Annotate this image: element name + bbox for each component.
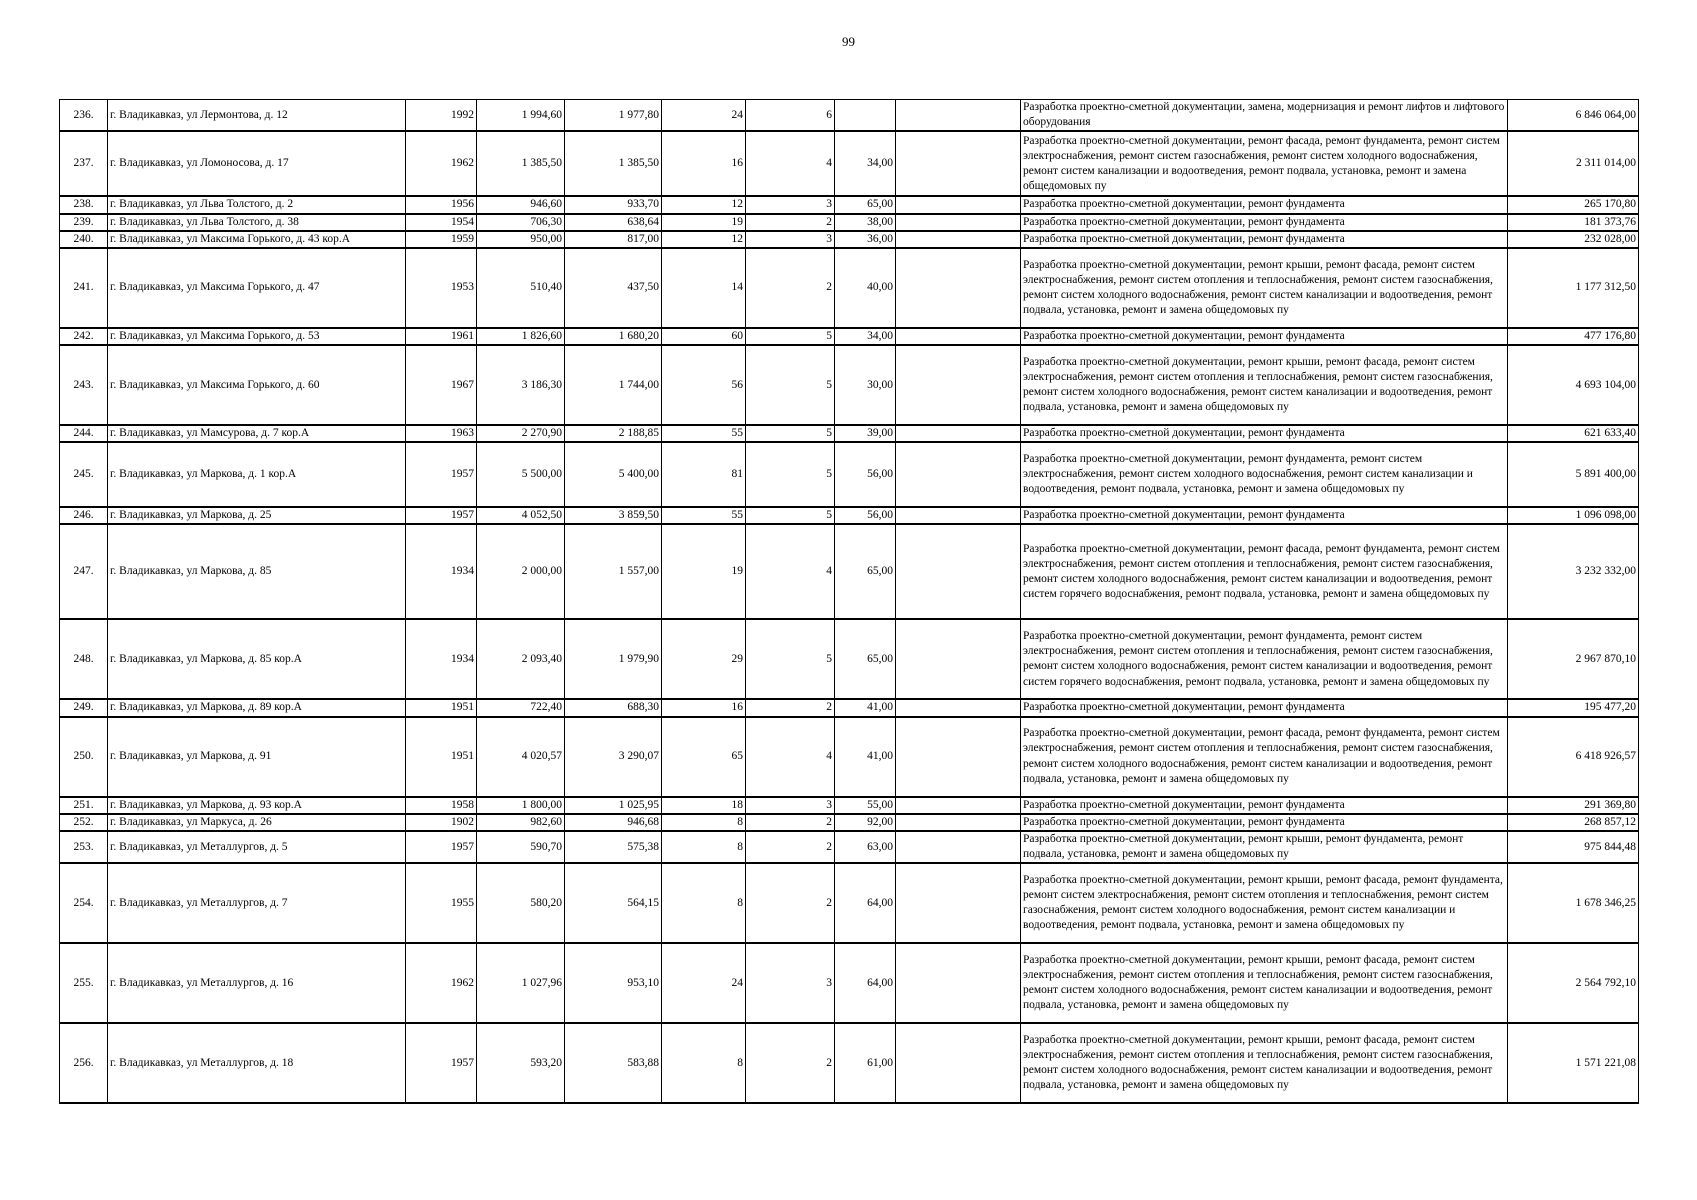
works-cell: Разработка проектно-сметной документации, ремонт фундамента (1021, 425, 1508, 442)
wear-percent-cell: 40,00 (835, 248, 896, 328)
residents-cell: 8 (662, 1023, 746, 1103)
table-row (60, 328, 1639, 345)
living-area-cell: 564,15 (565, 863, 662, 943)
table-row (60, 425, 1639, 442)
residents-cell: 14 (662, 248, 746, 328)
total-area-cell: 510,40 (477, 248, 565, 328)
living-area-cell: 688,30 (565, 699, 662, 716)
works-cell: Разработка проектно-сметной документации, ремонт фундамента (1021, 196, 1508, 213)
cost-cell: 232 028,00 (1508, 231, 1639, 248)
works-cell: Разработка проектно-сметной документации, ремонт крыши, ремонт фасада, ремонт систем электроснабжения, ремонт систем отопления и теплоснабжения, ремонт систем газоснабжения, ремонт систем холодного водоснабжения, ремонт систем канализации и водоотведения, ремонт подвала, установка, ремонт и замена общедомовых пу (1021, 1023, 1508, 1103)
wear-percent-cell: 65,00 (835, 524, 896, 619)
total-area-cell: 1 027,96 (477, 943, 565, 1023)
cost-cell: 1 096 098,00 (1508, 507, 1639, 524)
floors-cell: 5 (746, 619, 835, 699)
floors-cell: 3 (746, 943, 835, 1023)
total-area-cell: 2 270,90 (477, 425, 565, 442)
address-cell: г. Владикавказ, ул Маркова, д. 91 (108, 717, 406, 797)
works-cell: Разработка проектно-сметной документации, ремонт фасада, ремонт фундамента, ремонт систем электроснабжения, ремонт систем отопления и теплоснабжения, ремонт систем газоснабжения, ремонт систем холодного водоснабжения, ремонт систем канализации и водоотведения, ремонт систем горячего водоснабжения, ремонт подвала, установка, ремонт и замена общедомовых пу (1021, 524, 1508, 619)
year-built-cell: 1961 (406, 328, 477, 345)
row-number: 241. (60, 248, 108, 328)
floors-cell: 3 (746, 797, 835, 814)
blank-cell (896, 814, 1021, 831)
residents-cell: 60 (662, 328, 746, 345)
residents-cell: 12 (662, 196, 746, 213)
table-row (60, 831, 1639, 863)
residents-cell: 19 (662, 524, 746, 619)
address-cell: г. Владикавказ, ул Маркова, д. 89 кор.А (108, 699, 406, 716)
cost-cell: 1 177 312,50 (1508, 248, 1639, 328)
floors-cell: 2 (746, 248, 835, 328)
residents-cell: 8 (662, 814, 746, 831)
blank-cell (896, 345, 1021, 425)
year-built-cell: 1962 (406, 943, 477, 1023)
year-built-cell: 1957 (406, 507, 477, 524)
living-area-cell: 575,38 (565, 831, 662, 863)
wear-percent-cell (835, 100, 896, 132)
table-row (60, 345, 1639, 425)
works-cell: Разработка проектно-сметной документации, ремонт фундамента (1021, 328, 1508, 345)
residents-cell: 56 (662, 345, 746, 425)
total-area-cell: 1 385,50 (477, 131, 565, 196)
address-cell: г. Владикавказ, ул Максима Горького, д. 47 (108, 248, 406, 328)
cost-cell: 1 571 221,08 (1508, 1023, 1639, 1103)
wear-percent-cell: 61,00 (835, 1023, 896, 1103)
row-number: 246. (60, 507, 108, 524)
blank-cell (896, 1023, 1021, 1103)
wear-percent-cell: 56,00 (835, 507, 896, 524)
blank-cell (896, 507, 1021, 524)
page-number: 99 (842, 34, 855, 49)
wear-percent-cell: 34,00 (835, 328, 896, 345)
living-area-cell: 1 744,00 (565, 345, 662, 425)
blank-cell (896, 524, 1021, 619)
table-row (60, 507, 1639, 524)
residents-cell: 29 (662, 619, 746, 699)
living-area-cell: 583,88 (565, 1023, 662, 1103)
residents-cell: 24 (662, 943, 746, 1023)
blank-cell (896, 717, 1021, 797)
blank-cell (896, 797, 1021, 814)
living-area-cell: 437,50 (565, 248, 662, 328)
floors-cell: 5 (746, 328, 835, 345)
works-cell: Разработка проектно-сметной документации, ремонт крыши, ремонт фасада, ремонт фундамента, ремонт систем электроснабжения, ремонт систем отопления и теплоснабжения, ремонт систем газоснабжения, ремонт систем холодного водоснабжения, ремонт систем канализации и водоотведения, ремонт подвала, установка, ремонт и замена общедомовых пу (1021, 863, 1508, 943)
works-cell: Разработка проектно-сметной документации, ремонт фасада, ремонт фундамента, ремонт систем электроснабжения, ремонт систем газоснабжения, ремонт систем холодного водоснабжения, ремонт систем канализации и водоотведения, ремонт подвала, установка, ремонт и замена общедомовых пу (1021, 131, 1508, 196)
living-area-cell: 933,70 (565, 196, 662, 213)
residents-cell: 16 (662, 699, 746, 716)
address-cell: г. Владикавказ, ул Максима Горького, д. 53 (108, 328, 406, 345)
residents-cell: 18 (662, 797, 746, 814)
works-cell: Разработка проектно-сметной документации, ремонт крыши, ремонт фасада, ремонт систем электроснабжения, ремонт систем отопления и теплоснабжения, ремонт систем газоснабжения, ремонт систем холодного водоснабжения, ремонт систем канализации и водоотведения, ремонт подвала, установка, ремонт и замена общедомовых пу (1021, 943, 1508, 1023)
floors-cell: 6 (746, 100, 835, 132)
table-row (60, 797, 1639, 814)
blank-cell (896, 863, 1021, 943)
residents-cell: 24 (662, 100, 746, 132)
year-built-cell: 1963 (406, 425, 477, 442)
year-built-cell: 1902 (406, 814, 477, 831)
wear-percent-cell: 36,00 (835, 231, 896, 248)
housing-repair-table (59, 99, 1639, 1104)
blank-cell (896, 619, 1021, 699)
total-area-cell: 593,20 (477, 1023, 565, 1103)
year-built-cell: 1954 (406, 214, 477, 231)
cost-cell: 195 477,20 (1508, 699, 1639, 716)
wear-percent-cell: 41,00 (835, 699, 896, 716)
floors-cell: 2 (746, 831, 835, 863)
year-built-cell: 1953 (406, 248, 477, 328)
works-cell: Разработка проектно-сметной документации, ремонт крыши, ремонт фундамента, ремонт подвала, установка, ремонт и замена общедомовых пу (1021, 831, 1508, 863)
row-number: 253. (60, 831, 108, 863)
table-row (60, 248, 1639, 328)
residents-cell: 55 (662, 425, 746, 442)
wear-percent-cell: 63,00 (835, 831, 896, 863)
row-number: 248. (60, 619, 108, 699)
row-number: 245. (60, 442, 108, 507)
blank-cell (896, 831, 1021, 863)
wear-percent-cell: 64,00 (835, 863, 896, 943)
residents-cell: 16 (662, 131, 746, 196)
floors-cell: 2 (746, 1023, 835, 1103)
address-cell: г. Владикавказ, ул Льва Толстого, д. 2 (108, 196, 406, 213)
row-number: 243. (60, 345, 108, 425)
works-cell: Разработка проектно-сметной документации, ремонт фундамента (1021, 231, 1508, 248)
wear-percent-cell: 64,00 (835, 943, 896, 1023)
living-area-cell: 946,68 (565, 814, 662, 831)
address-cell: г. Владикавказ, ул Льва Толстого, д. 38 (108, 214, 406, 231)
total-area-cell: 5 500,00 (477, 442, 565, 507)
year-built-cell: 1934 (406, 524, 477, 619)
works-cell: Разработка проектно-сметной документации, ремонт фундамента, ремонт систем электроснабжения, ремонт систем отопления и теплоснабжения, ремонт систем газоснабжения, ремонт систем холодного водоснабжения, ремонт систем канализации и водоотведения, ремонт систем горячего водоснабжения, ремонт подвала, установка, ремонт и замена общедомовых пу (1021, 619, 1508, 699)
works-cell: Разработка проектно-сметной документации, ремонт крыши, ремонт фасада, ремонт систем электроснабжения, ремонт систем отопления и теплоснабжения, ремонт систем газоснабжения, ремонт систем холодного водоснабжения, ремонт систем канализации и водоотведения, ремонт подвала, установка, ремонт и замена общедомовых пу (1021, 248, 1508, 328)
table-row (60, 943, 1639, 1023)
blank-cell (896, 699, 1021, 716)
blank-cell (896, 231, 1021, 248)
floors-cell: 4 (746, 131, 835, 196)
table-row (60, 814, 1639, 831)
total-area-cell: 590,70 (477, 831, 565, 863)
total-area-cell: 4 052,50 (477, 507, 565, 524)
cost-cell: 3 232 332,00 (1508, 524, 1639, 619)
row-number: 247. (60, 524, 108, 619)
year-built-cell: 1957 (406, 831, 477, 863)
table-row (60, 1023, 1639, 1103)
cost-cell: 6 418 926,57 (1508, 717, 1639, 797)
total-area-cell: 2 093,40 (477, 619, 565, 699)
year-built-cell: 1967 (406, 345, 477, 425)
row-number: 252. (60, 814, 108, 831)
cost-cell: 265 170,80 (1508, 196, 1639, 213)
total-area-cell: 2 000,00 (477, 524, 565, 619)
year-built-cell: 1957 (406, 1023, 477, 1103)
cost-cell: 1 678 346,25 (1508, 863, 1639, 943)
blank-cell (896, 100, 1021, 132)
works-cell: Разработка проектно-сметной документации, замена, модернизация и ремонт лифтов и лифтового оборудования (1021, 100, 1508, 132)
works-cell: Разработка проектно-сметной документации, ремонт фундамента (1021, 214, 1508, 231)
residents-cell: 19 (662, 214, 746, 231)
table-row (60, 100, 1639, 132)
cost-cell: 4 693 104,00 (1508, 345, 1639, 425)
address-cell: г. Владикавказ, ул Маркова, д. 85 (108, 524, 406, 619)
blank-cell (896, 196, 1021, 213)
total-area-cell: 1 826,60 (477, 328, 565, 345)
blank-cell (896, 214, 1021, 231)
table-row (60, 717, 1639, 797)
floors-cell: 2 (746, 214, 835, 231)
row-number: 237. (60, 131, 108, 196)
cost-cell: 477 176,80 (1508, 328, 1639, 345)
wear-percent-cell: 55,00 (835, 797, 896, 814)
table-row (60, 131, 1639, 196)
year-built-cell: 1951 (406, 699, 477, 716)
floors-cell: 4 (746, 524, 835, 619)
blank-cell (896, 131, 1021, 196)
floors-cell: 3 (746, 196, 835, 213)
blank-cell (896, 442, 1021, 507)
row-number: 250. (60, 717, 108, 797)
total-area-cell: 1 994,60 (477, 100, 565, 132)
wear-percent-cell: 41,00 (835, 717, 896, 797)
works-cell: Разработка проектно-сметной документации, ремонт фундамента (1021, 507, 1508, 524)
blank-cell (896, 248, 1021, 328)
row-number: 254. (60, 863, 108, 943)
cost-cell: 291 369,80 (1508, 797, 1639, 814)
living-area-cell: 638,64 (565, 214, 662, 231)
table-row (60, 699, 1639, 716)
row-number: 242. (60, 328, 108, 345)
year-built-cell: 1959 (406, 231, 477, 248)
total-area-cell: 580,20 (477, 863, 565, 943)
wear-percent-cell: 65,00 (835, 196, 896, 213)
cost-cell: 2 967 870,10 (1508, 619, 1639, 699)
address-cell: г. Владикавказ, ул Металлургов, д. 16 (108, 943, 406, 1023)
floors-cell: 5 (746, 442, 835, 507)
row-number: 255. (60, 943, 108, 1023)
works-cell: Разработка проектно-сметной документации, ремонт фундамента, ремонт систем электроснабжения, ремонт систем холодного водоснабжения, ремонт систем канализации и водоотведения, ремонт подвала, установка, ремонт и замена общедомовых пу (1021, 442, 1508, 507)
wear-percent-cell: 38,00 (835, 214, 896, 231)
living-area-cell: 3 290,07 (565, 717, 662, 797)
total-area-cell: 950,00 (477, 231, 565, 248)
blank-cell (896, 425, 1021, 442)
floors-cell: 5 (746, 425, 835, 442)
table-row (60, 524, 1639, 619)
floors-cell: 2 (746, 814, 835, 831)
total-area-cell: 4 020,57 (477, 717, 565, 797)
year-built-cell: 1992 (406, 100, 477, 132)
address-cell: г. Владикавказ, ул Маркова, д. 25 (108, 507, 406, 524)
cost-cell: 621 633,40 (1508, 425, 1639, 442)
address-cell: г. Владикавказ, ул Маркова, д. 93 кор.А (108, 797, 406, 814)
residents-cell: 65 (662, 717, 746, 797)
table-row (60, 214, 1639, 231)
year-built-cell: 1951 (406, 717, 477, 797)
floors-cell: 4 (746, 717, 835, 797)
floors-cell: 2 (746, 699, 835, 716)
year-built-cell: 1962 (406, 131, 477, 196)
wear-percent-cell: 92,00 (835, 814, 896, 831)
row-number: 239. (60, 214, 108, 231)
row-number: 244. (60, 425, 108, 442)
year-built-cell: 1956 (406, 196, 477, 213)
blank-cell (896, 943, 1021, 1023)
table-row (60, 619, 1639, 699)
row-number: 249. (60, 699, 108, 716)
wear-percent-cell: 39,00 (835, 425, 896, 442)
year-built-cell: 1955 (406, 863, 477, 943)
living-area-cell: 1 557,00 (565, 524, 662, 619)
year-built-cell: 1958 (406, 797, 477, 814)
residents-cell: 8 (662, 863, 746, 943)
floors-cell: 5 (746, 507, 835, 524)
living-area-cell: 2 188,85 (565, 425, 662, 442)
address-cell: г. Владикавказ, ул Лермонтова, д. 12 (108, 100, 406, 132)
works-cell: Разработка проектно-сметной документации, ремонт фундамента (1021, 797, 1508, 814)
floors-cell: 2 (746, 863, 835, 943)
address-cell: г. Владикавказ, ул Мамсурова, д. 7 кор.А (108, 425, 406, 442)
year-built-cell: 1957 (406, 442, 477, 507)
works-cell: Разработка проектно-сметной документации, ремонт фундамента (1021, 814, 1508, 831)
cost-cell: 181 373,76 (1508, 214, 1639, 231)
address-cell: г. Владикавказ, ул Маркова, д. 1 кор.А (108, 442, 406, 507)
living-area-cell: 1 977,80 (565, 100, 662, 132)
total-area-cell: 946,60 (477, 196, 565, 213)
living-area-cell: 1 680,20 (565, 328, 662, 345)
table-row (60, 442, 1639, 507)
cost-cell: 2 311 014,00 (1508, 131, 1639, 196)
floors-cell: 3 (746, 231, 835, 248)
living-area-cell: 3 859,50 (565, 507, 662, 524)
cost-cell: 268 857,12 (1508, 814, 1639, 831)
works-cell: Разработка проектно-сметной документации, ремонт фасада, ремонт фундамента, ремонт систем электроснабжения, ремонт систем отопления и теплоснабжения, ремонт систем газоснабжения, ремонт систем холодного водоснабжения, ремонт систем канализации и водоотведения, ремонт подвала, установка, ремонт и замена общедомовых пу (1021, 717, 1508, 797)
row-number: 236. (60, 100, 108, 132)
living-area-cell: 5 400,00 (565, 442, 662, 507)
residents-cell: 81 (662, 442, 746, 507)
living-area-cell: 1 025,95 (565, 797, 662, 814)
residents-cell: 8 (662, 831, 746, 863)
address-cell: г. Владикавказ, ул Металлургов, д. 5 (108, 831, 406, 863)
wear-percent-cell: 56,00 (835, 442, 896, 507)
works-cell: Разработка проектно-сметной документации, ремонт крыши, ремонт фасада, ремонт систем электроснабжения, ремонт систем отопления и теплоснабжения, ремонт систем газоснабжения, ремонт систем холодного водоснабжения, ремонт систем канализации и водоотведения, ремонт подвала, установка, ремонт и замена общедомовых пу (1021, 345, 1508, 425)
floors-cell: 5 (746, 345, 835, 425)
row-number: 240. (60, 231, 108, 248)
wear-percent-cell: 34,00 (835, 131, 896, 196)
living-area-cell: 1 385,50 (565, 131, 662, 196)
blank-cell (896, 328, 1021, 345)
table-row (60, 196, 1639, 213)
living-area-cell: 953,10 (565, 943, 662, 1023)
row-number: 251. (60, 797, 108, 814)
total-area-cell: 722,40 (477, 699, 565, 716)
address-cell: г. Владикавказ, ул Максима Горького, д. 60 (108, 345, 406, 425)
total-area-cell: 3 186,30 (477, 345, 565, 425)
residents-cell: 55 (662, 507, 746, 524)
living-area-cell: 817,00 (565, 231, 662, 248)
address-cell: г. Владикавказ, ул Максима Горького, д. 43 кор.А (108, 231, 406, 248)
living-area-cell: 1 979,90 (565, 619, 662, 699)
address-cell: г. Владикавказ, ул Металлургов, д. 7 (108, 863, 406, 943)
address-cell: г. Владикавказ, ул Маркова, д. 85 кор.А (108, 619, 406, 699)
residents-cell: 12 (662, 231, 746, 248)
total-area-cell: 706,30 (477, 214, 565, 231)
address-cell: г. Владикавказ, ул Металлургов, д. 18 (108, 1023, 406, 1103)
address-cell: г. Владикавказ, ул Маркуса, д. 26 (108, 814, 406, 831)
row-number: 256. (60, 1023, 108, 1103)
cost-cell: 6 846 064,00 (1508, 100, 1639, 132)
cost-cell: 975 844,48 (1508, 831, 1639, 863)
table-body (60, 100, 1639, 1104)
wear-percent-cell: 65,00 (835, 619, 896, 699)
cost-cell: 2 564 792,10 (1508, 943, 1639, 1023)
works-cell: Разработка проектно-сметной документации, ремонт фундамента (1021, 699, 1508, 716)
wear-percent-cell: 30,00 (835, 345, 896, 425)
address-cell: г. Владикавказ, ул Ломоносова, д. 17 (108, 131, 406, 196)
year-built-cell: 1934 (406, 619, 477, 699)
row-number: 238. (60, 196, 108, 213)
table-row (60, 863, 1639, 943)
cost-cell: 5 891 400,00 (1508, 442, 1639, 507)
total-area-cell: 1 800,00 (477, 797, 565, 814)
total-area-cell: 982,60 (477, 814, 565, 831)
table-row (60, 231, 1639, 248)
